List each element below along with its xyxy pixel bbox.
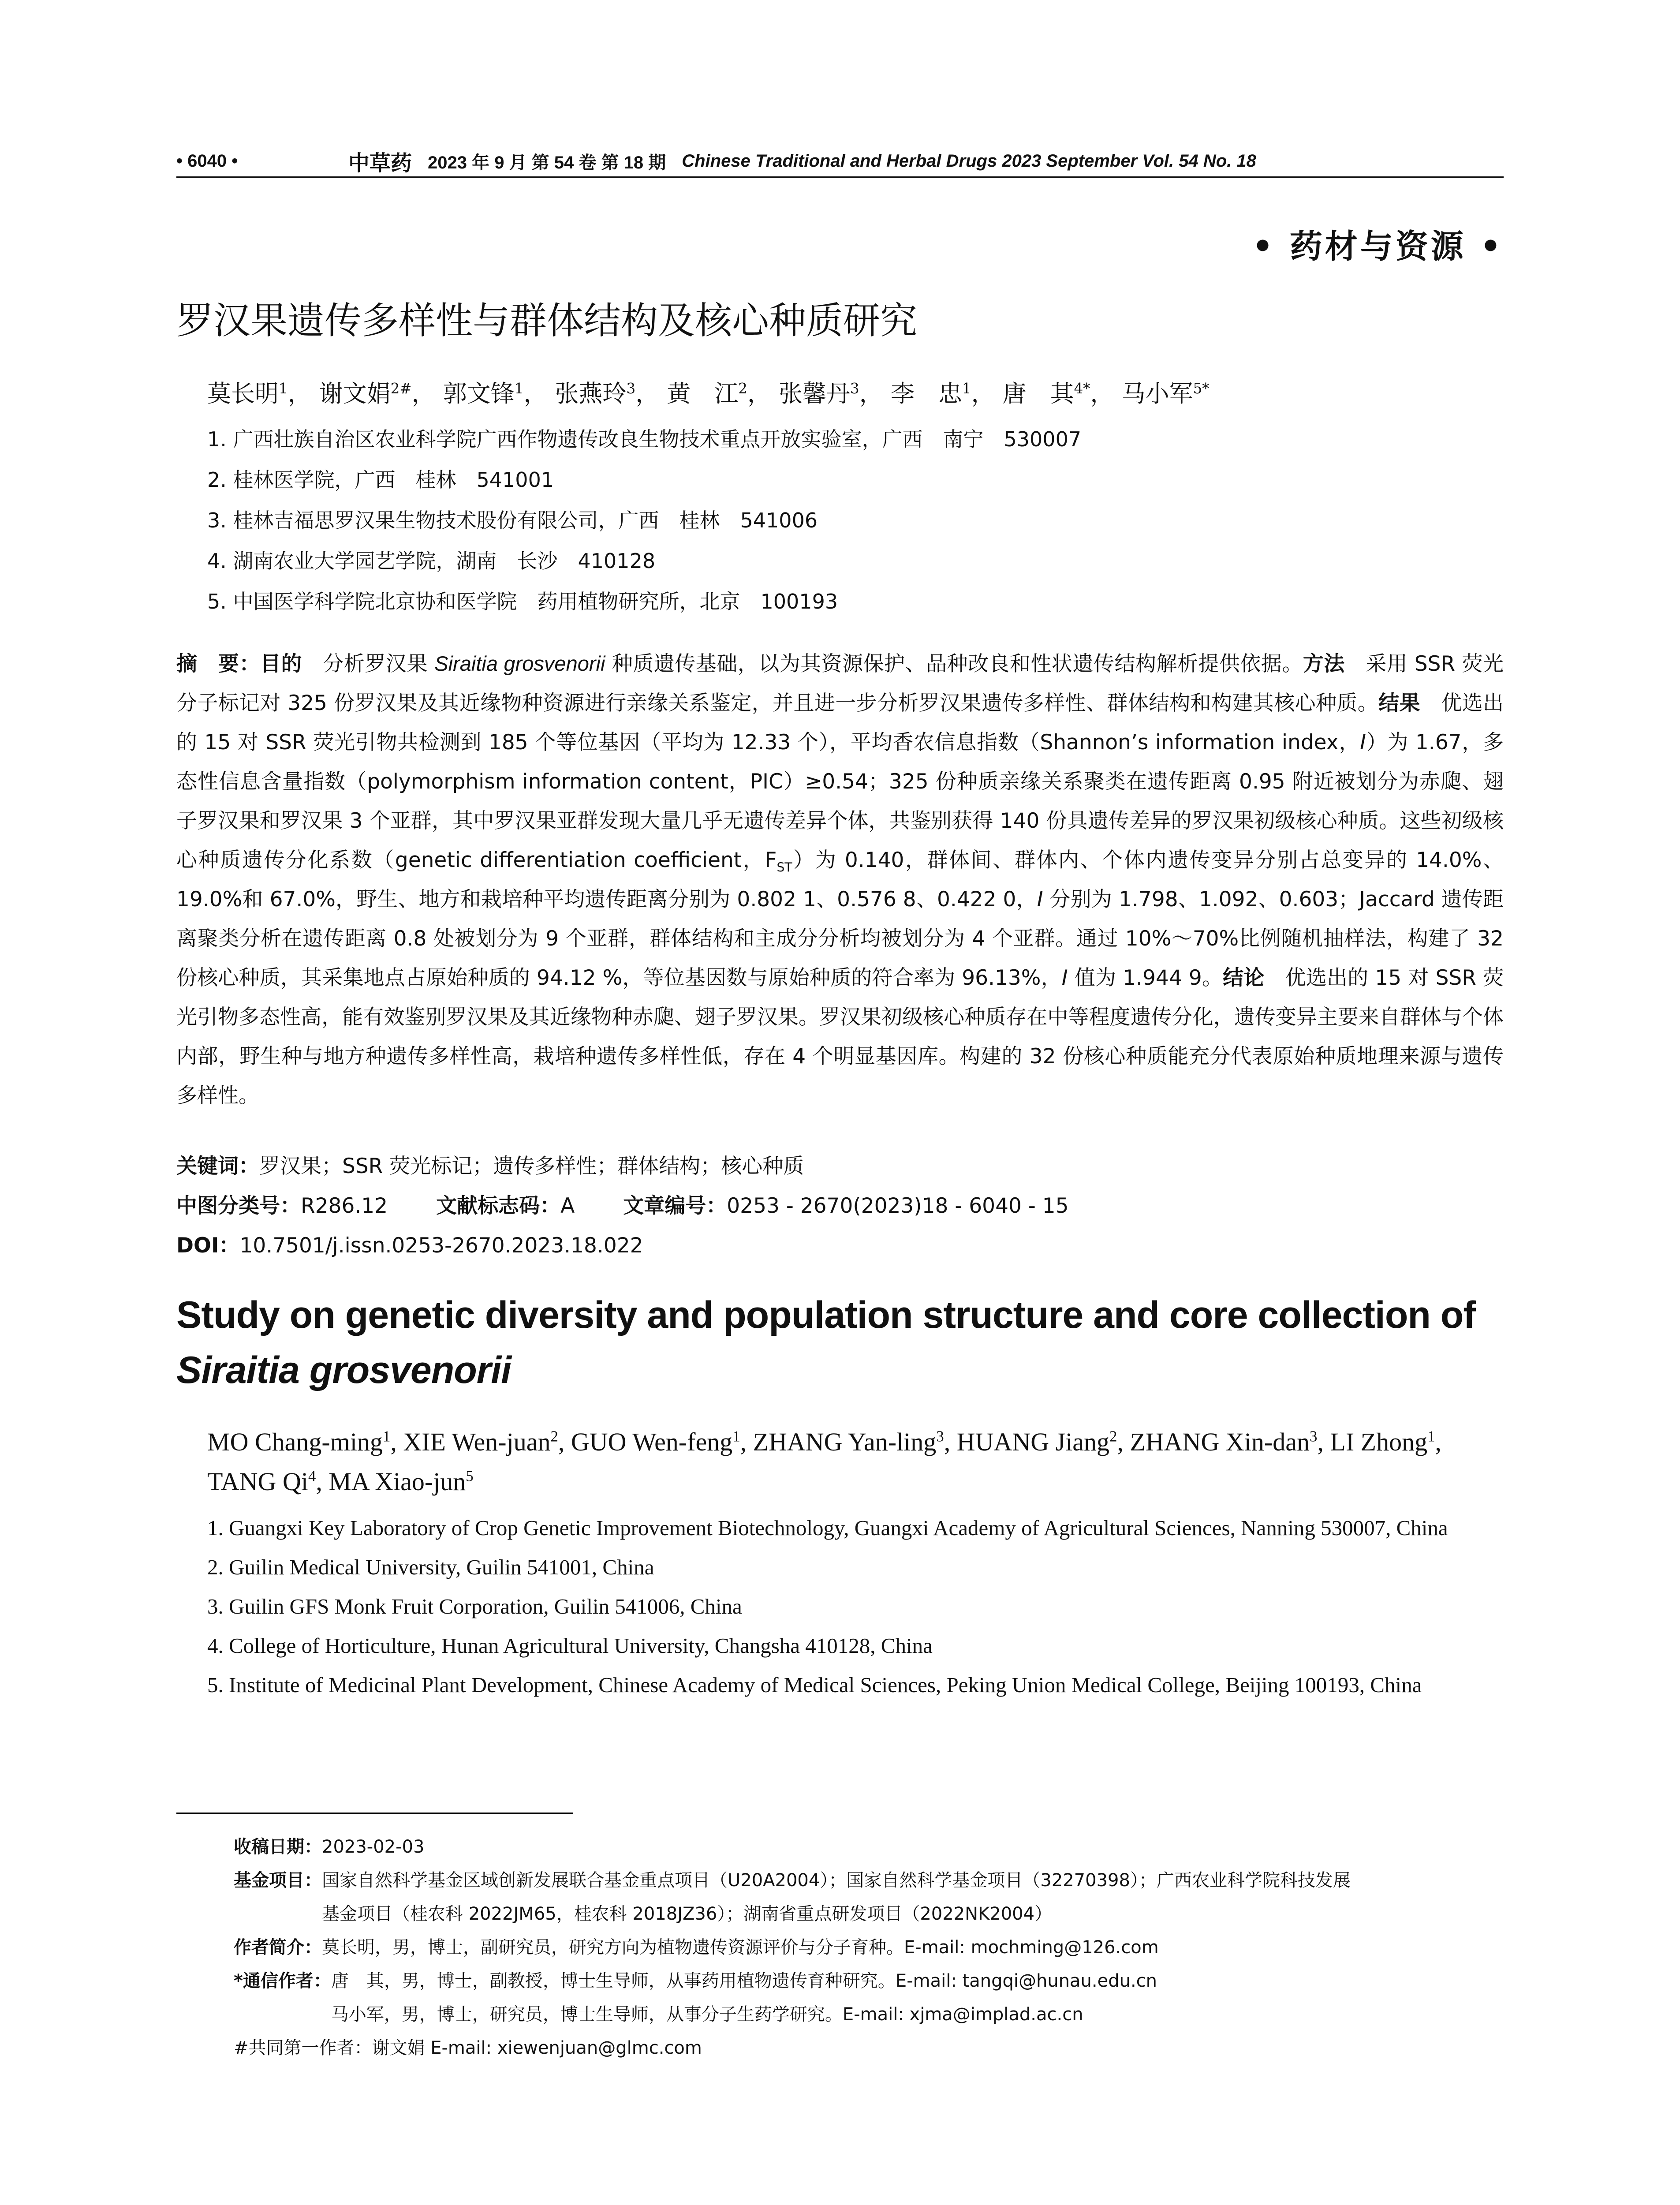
section-tag: • 药材与资源 • (1252, 228, 1504, 265)
cn-abstract (176, 644, 1504, 1115)
cn-affiliation: 5. 中国医学科学院北京协和医学院 药用植物研究所，北京 100193 (207, 590, 838, 613)
shannon-symbol: I (1061, 966, 1068, 990)
results-label: 结果 (1378, 691, 1420, 715)
cn-author: 郭文锋$^1$ (443, 380, 524, 407)
received-date (234, 1830, 1504, 1864)
cn-affiliation: 2. 桂林医学院，广西 桂林 541001 (207, 468, 554, 492)
clc-label: 中图分类号： (176, 1194, 301, 1218)
cn-affiliation: 1. 广西壮族自治区农业科学院广西作物遗传改良生物技术重点开放实验室，广西 南宁 530007 (207, 427, 1082, 451)
en-author-list: MO Chang-ming$^1$, XIE Wen-juan$^2$, GUO Wen-feng$^1$, ZHANG Yan-ling$^3$, HUANG Jiang$^2$, ZHANG Xin-dan$^3$, LI Zhong$^1$, TANG Qi$^4$, MA Xiao-jun$^5$ (207, 1428, 1441, 1496)
fund-text: 基金项目（桂农科 2022JM65，桂农科 2018JZ36）；湖南省重点研发项目（2022NK2004） (322, 1904, 1053, 1924)
doc-code-label: 文献标志码： (436, 1194, 561, 1218)
en-title-species: Siraitia grosvenorii (176, 1349, 511, 1391)
fund-info (234, 1864, 1504, 1931)
conclusion-label: 结论 (1223, 966, 1265, 990)
en-author: TANG Qi$^4$ (207, 1467, 316, 1496)
results-text: 优选出的 15 对 SSR 荧光引物共检测到 185 个等位基因（平均为 12.33 个），平均香农信息指数（Shannon’s information index， (176, 691, 1504, 755)
en-author: XIE Wen-juan$^2$ (403, 1428, 558, 1456)
objective-label: 目的 (260, 652, 302, 676)
en-affiliation: 1. Guangxi Key Laboratory of Crop Genetic Improvement Biotechnology, Guangxi Academy of Agricultural Sciences, Nanning 530007, China (207, 1516, 1448, 1540)
fund-label: 基金项目： (234, 1870, 322, 1891)
fund-text: 国家自然科学基金区域创新发展联合基金重点项目（U20A2004）；国家自然科学基金项目（32270398）；广西农业科学院科技发展 (322, 1870, 1351, 1891)
en-author: ZHANG Yan-ling$^3$ (753, 1428, 944, 1456)
results-text: 值为 1.944 9。 (1068, 966, 1223, 990)
cn-author: 马小军$^{5*}$ (1121, 380, 1210, 407)
keywords-label: 关键词： (176, 1154, 259, 1178)
methods-label: 方法 (1303, 652, 1345, 676)
en-author: LI Zhong$^1$ (1330, 1428, 1435, 1456)
doi-label: DOI： (176, 1233, 240, 1258)
keywords (176, 1147, 1504, 1186)
author-bio (234, 1931, 1504, 1964)
en-affiliation: 4. College of Horticulture, Hunan Agricultural University, Changsha 410128, China (207, 1633, 933, 1658)
en-author: GUO Wen-feng$^1$ (571, 1428, 740, 1456)
en-title-main: Study on genetic diversity and population structure and core collection of (176, 1294, 1475, 1336)
en-affiliation: 5. Institute of Medicinal Plant Development, Chinese Academy of Medical Sciences, Peking Union Medical College, Beijing 100193, China (207, 1673, 1422, 1697)
en-author: MA Xiao-jun$^5$ (329, 1467, 474, 1496)
footnotes (234, 1830, 1504, 2065)
cn-author: 唐 其$^{4*}$ (1002, 380, 1090, 407)
article-number-value: 0253 - 2670(2023)18 - 6040 - 15 (727, 1194, 1069, 1218)
shannon-symbol: I (1037, 887, 1043, 912)
cn-author: 李 忠$^1$ (890, 380, 971, 407)
methods-text: 采用 SSR 荧光分子标记对 325 份罗汉果及其近缘物种资源进行亲缘关系鉴定，并且进一步分析罗汉果遗传多样性、群体结构和构建其核心种质。 (176, 652, 1504, 715)
abstract-label: 摘 要： (176, 652, 260, 676)
cn-author: 谢文娟$^{2\#}$ (319, 380, 412, 407)
co-first-author: #共同第一作者：谢文娟 E-mail: xiewenjuan@glmc.com (234, 2038, 702, 2058)
en-affiliation: 2. Guilin Medical University, Guilin 541001, China (207, 1555, 654, 1579)
cn-affiliation: 3. 桂林吉福思罗汉果生物技术股份有限公司，广西 桂林 541006 (207, 508, 818, 532)
doi-link[interactable]: 10.7501/j.issn.0253-2670.2023.18.022 (239, 1233, 643, 1258)
fst-subscript: ST (777, 860, 792, 875)
classification (176, 1186, 1504, 1226)
journal-issue-cn: 2023 年 9 月 第 54 卷 第 18 期 (428, 153, 666, 172)
article-metadata (176, 1147, 1504, 1266)
results-text: ）为 1.67，多态性信息含量指数（polymorphism information content，PIC）≥0.54；325 份种质亲缘关系聚类在遗传距离 0.95 附近被划分为赤瓟、翅子罗汉果和罗汉果 3 个亚群，其中罗汉果亚群发现大量几乎无遗传差异个体，共鉴别获得 140 份具遗传差异的罗汉果初级核心种质。这些初级核心种质遗传分化系数（genetic differentiation coefficient，F (176, 730, 1504, 872)
objective-text: 分析罗汉果 (302, 652, 435, 676)
corresponding-text: 马小军，男，博士，研究员，博士生导师，从事分子生药学研究。E-mail: xjma@implad.ac.cn (331, 2004, 1083, 2025)
cn-author: 张馨丹$^3$ (779, 380, 859, 407)
received-label: 收稿日期： (234, 1837, 322, 1857)
en-title (176, 1288, 1504, 1398)
en-author: MO Chang-ming$^1$ (207, 1428, 391, 1456)
conclusion-text: 优选出的 15 对 SSR 荧光引物多态性高，能有效鉴别罗汉果及其近缘物种赤瓟、翅子罗汉果。罗汉果初级核心种质存在中等程度遗传分化，遗传变异主要来自群体与个体内部，野生种与地方种遗传多样性高，栽培种遗传多样性低，存在 4 个明显基因库。构建的 32 份核心种质能充分代表原始种质地理来源与遗传多样性。 (176, 966, 1504, 1108)
journal-name-cn: 中草药 (348, 150, 412, 176)
cn-author: 黄 江$^2$ (667, 380, 747, 407)
corresponding-text: 唐 其，男，博士，副教授，博士生导师，从事药用植物遗传育种研究。E-mail: tangqi@hunau.edu.cn (331, 1971, 1157, 1991)
keywords-text: 罗汉果；SSR 荧光标记；遗传多样性；群体结构；核心种质 (259, 1154, 804, 1178)
journal-issue-en: Chinese Traditional and Herbal Drugs 2023 September Vol. 54 No. 18 (682, 151, 1256, 171)
cn-author-list: 莫长明$^1$， 谢文娟$^{2\#}$， 郭文锋$^1$， 张燕玲$^3$， 黄 江$^2$， 张馨丹$^3$， 李 忠$^1$， 唐 其$^{4*}$， 马小军$^{5*}$ (207, 380, 1210, 407)
results-text: 分别为 1.798、1.092、0.603；Jaccard 遗传距离聚类分析在遗传距离 0.8 处被划分为 9 个亚群，群体结构和主成分分析均被划分为 4 个亚群。通过 10%～70%比例随机抽样法，构建了 32 份核心种质，其采集地点占原始种质的 94.12 %，等位基因数与原始种质的符合率为 96.13%， (176, 887, 1504, 990)
cn-affiliation: 4. 湖南农业大学园艺学院，湖南 长沙 410128 (207, 549, 656, 573)
en-author: ZHANG Xin-dan$^3$ (1130, 1428, 1318, 1456)
author-bio-label: 作者简介： (234, 1937, 322, 1958)
en-affiliation: 3. Guilin GFS Monk Fruit Corporation, Guilin 541006, China (207, 1594, 742, 1618)
objective-text: 种质遗传基础，以为其资源保护、品种改良和性状遗传结构解析提供依据。 (605, 652, 1303, 676)
corresponding-authors (234, 1964, 1504, 2031)
doc-code-value: A (560, 1194, 575, 1218)
cn-title: 罗汉果遗传多样性与群体结构及核心种质研究 (176, 299, 918, 342)
article-number-label: 文章编号： (623, 1194, 727, 1218)
page-number: • 6040 • (176, 151, 238, 171)
clc-value: R286.12 (301, 1194, 388, 1218)
running-header (176, 146, 1504, 178)
cn-author: 张燕玲$^3$ (555, 380, 636, 407)
shannon-symbol: I (1360, 730, 1366, 755)
footnote-divider (176, 1813, 573, 1814)
en-author: HUANG Jiang$^2$ (956, 1428, 1117, 1456)
doi (176, 1226, 1504, 1266)
author-bio-text: 莫长明，男，博士，副研究员，研究方向为植物遗传资源评价与分子育种。E-mail: mochming@126.com (322, 1937, 1159, 1958)
species-latin: Siraitia grosvenorii (434, 652, 605, 675)
cn-author: 莫长明$^1$ (207, 380, 288, 407)
cn-affiliations (207, 419, 1081, 622)
received-value: 2023-02-03 (322, 1837, 425, 1857)
results-text: ）为 0.140，群体间、群体内、个体内遗传变异分别占总变异的 14.0%、19.0%和 67.0%，野生、地方和栽培种平均遗传距离分别为 0.802 1、0.576 8、0.422 0， (176, 848, 1504, 912)
en-affiliations (207, 1508, 1504, 1704)
corresponding-label: *通信作者： (234, 1971, 331, 1991)
